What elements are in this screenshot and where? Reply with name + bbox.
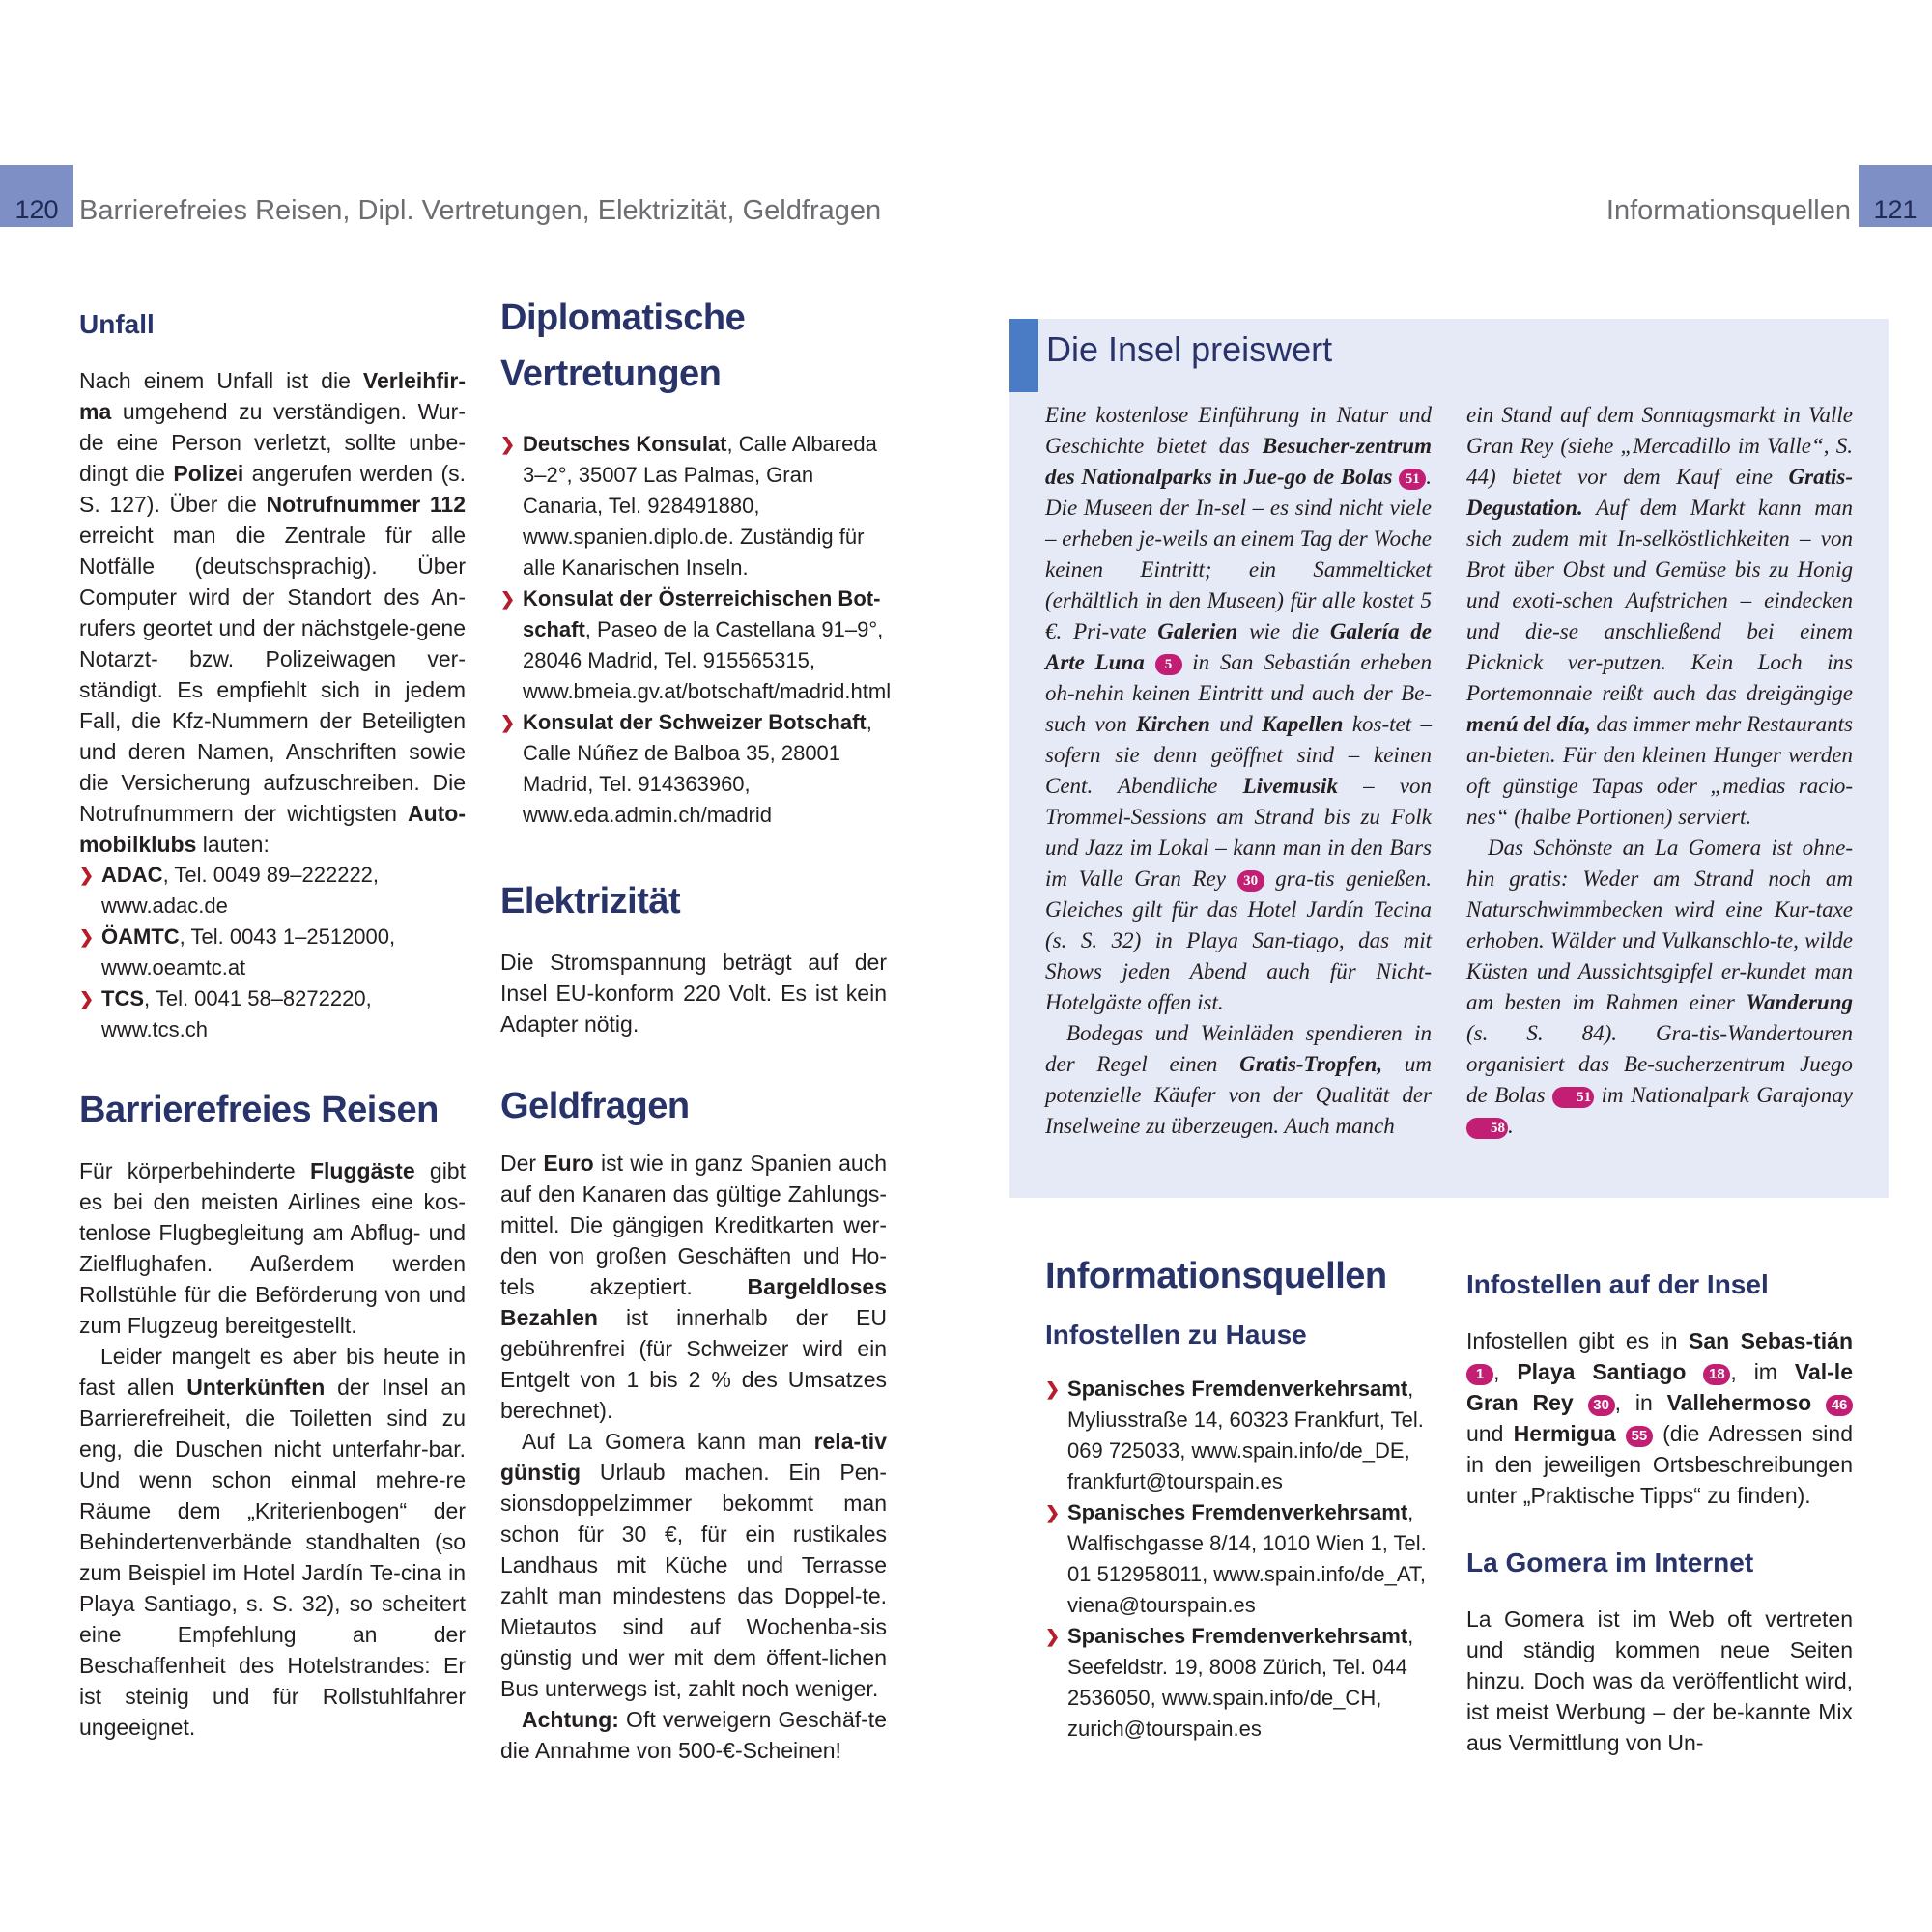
heading-la-gomera-im-internet: La Gomera im Internet [1466, 1548, 1754, 1577]
running-header-right: Informationsquellen [1605, 195, 1851, 226]
map-number-badge: 30 [1588, 1395, 1615, 1416]
heading-unfall: Unfall [79, 309, 155, 339]
infostellen-insel-paragraph: Infostellen gibt es in San Sebas-tián 1 , Playa Santiago 18 , im Val-le Gran Rey 30 , in Vallehermoso 46 und Hermigua 55 (die Adressen sind in den jeweiligen Ortsbeschreibungen unter „Praktische Tipps“ zu finden). [1466, 1328, 1854, 1508]
page-number-left: 120 [0, 165, 73, 227]
heading-diplomatische-vertretungen: Diplomatische Vertretungen [500, 298, 746, 394]
barriere-paragraph-1: Für körperbehinderte Fluggäste gibt es bei den meisten Airlines eine kos-tenlose Flugbegleitung am Abflug- und Zielflughafen. Außerdem werden Rollstühle für die Beförderung von und zum Flugzeug bereitgestellt. [79, 1158, 466, 1338]
heading-infostellen-zu-hause: Infostellen zu Hause [1045, 1320, 1307, 1350]
info-box-paragraph: Eine kostenlose Einführung in Natur und Geschichte bietet das Besucher-zentrum des Nationalparks in Jue-go de Bolas 51 . Die Museen der In-sel – es sind nicht viele – erheben je-weils an einem Tag der Woche keinen Eintritt; ein Sammelticket (erhältlich in den Museen) für alle kostet 5 €. Pri-vate Galerien wie die Galería de Arte Luna 5 in San Sebastián erheben oh-nehin keinen Eintritt und auch der Be-such von Kirchen und Kapellen kos-tet – sofern sie denn geöffnet sind – keinen Cent. Abendliche Livemusik – von Trommel-Sessions am Strand bis zu Folk und Jazz im Lokal – kann man in den Bars im Valle Gran Rey 30 gra-tis genießen. Gleiches gilt für das Hotel Jardín Tecina (s. S. 32) in Playa San-tiago, das mit Shows jeden Abend auch für Nicht-Hotelgäste offen ist. [1045, 403, 1433, 1014]
info-box-title: Die Insel preiswert [1046, 329, 1333, 369]
geld-paragraph-3: Achtung: Oft verweigern Geschäf-te die Annahme von 500-€-Scheinen! [500, 1707, 887, 1763]
consulate-list [500, 429, 892, 831]
internet-paragraph: La Gomera ist im Web oft vertreten und ständig kommen neue Seiten hinzu. Doch was da veröffentlicht wird, ist meist Werbung – der be-kannte Mix aus Vermittlung von Un- [1466, 1606, 1853, 1755]
column-4 [1466, 1267, 1853, 1758]
list-item: ❯ ADAC, Tel. 0049 89–222222, www.adac.de [79, 860, 466, 922]
heading-infostellen-auf-der-insel: Infostellen auf der Insel [1466, 1269, 1769, 1299]
map-number-badge: 18 [1703, 1364, 1730, 1385]
running-header-left: Barrierefreies Reisen, Dipl. Vertretungen, Elektrizität, Geldfragen [79, 195, 882, 226]
heading-barrierefreies-reisen: Barrierefreies Reisen [79, 1090, 439, 1130]
column-2 [500, 290, 892, 1766]
column-1 [79, 307, 466, 1743]
map-number-badge: 46 [1826, 1395, 1853, 1416]
info-box-paragraph: Bodegas und Weinläden spendieren in der Regel einen Gratis-Tropfen, um potenzielle Käufer von der Qualität der Inselweine zu überzeugen. Auch manch [1045, 1021, 1432, 1138]
map-number-badge: 55 [1626, 1426, 1653, 1447]
list-item: ❯ Konsulat der Schweizer Botschaft, Calle Núñez de Balboa 35, 28001 Madrid, Tel. 914363960, www.eda.admin.ch/madrid [500, 707, 887, 831]
map-number-badge: 30 [1237, 870, 1264, 892]
list-item: ❯ Deutsches Konsulat, Calle Albareda 3–2°, 35007 Las Palmas, Gran Canaria, Tel. 928491880, www.spanien.diplo.de. Zuständig für alle Kanarischen Inseln. [500, 429, 887, 583]
elektro-paragraph: Die Stromspannung beträgt auf der Insel EU-konform 220 Volt. Es ist kein Adapter nötig. [500, 950, 887, 1037]
barriere-paragraph-2: Leider mangelt es aber bis heute in fast allen Unterkünften der Insel an Barrierefreiheit, die Toiletten sind zu eng, die Duschen nicht unterfahr-bar. Und wenn schon einmal mehre-re Räume dem „Kriterienbogen“ der Behindertenverbände standhalten (so zum Beispiel im Hotel Jardín Te-cina in Playa Santiago, s. S. 32), so scheitert eine Empfehlung an der Beschaffenheit des Hotelstrandes: Er ist steinig und für Rollstuhlfahrer ungeeignet. [79, 1344, 466, 1740]
map-number-badge: 5 [1155, 654, 1182, 675]
automobile-club-list [79, 860, 466, 1045]
map-number-badge: 58 [1466, 1118, 1508, 1139]
list-item: ❯ TCS, Tel. 0041 58–8272220, www.tcs.ch [79, 983, 466, 1045]
info-box-paragraph: ein Stand auf dem Sonntagsmarkt in Valle Gran Rey (siehe „Mercadillo im Valle“, S. 44) bietet vor dem Kauf eine Gratis-Degustation. Auf dem Markt kann man sich zudem mit In-selköstlichkeiten – von Brot über Obst und Gemüse bis zu Honig und exoti-schen Aufstrichen – eindecken und die-se anschließend bei einem Picknick ver-putzen. Kein Loch ins Portemonnaie reißt auch das dreigängige menú del día, das immer mehr Restaurants an-bieten. Für den kleinen Hunger werden oft günstige Tapas oder „medias racio-nes“ (halbe Portionen) serviert. [1466, 403, 1853, 829]
list-item: ❯ Spanisches Fremdenverkehrsamt, Myliusstraße 14, 60323 Frankfurt, Tel. 069 725033, www.spain.info/de_DE, frankfurt@tourspain.es [1045, 1374, 1432, 1497]
geld-paragraph-1: Der Euro ist wie in ganz Spanien auch auf den Kanaren das gültige Zahlungs-mittel. Die gängigen Kreditkarten wer-den von großen Geschäften und Ho-tels akzeptiert. Bargeldloses Bezahlen ist innerhalb der EU gebührenfrei (für Schweizer wird ein Entgelt von 1 bis 2 % des Umsatzes berechnet). [500, 1151, 887, 1423]
geld-paragraph-2: Auf La Gomera kann man rela-tiv günstig Urlaub machen. Ein Pen-sionsdoppelzimmer bekommt man schon für 30 €, für ein rustikales Landhaus mit Küche und Terrasse zahlt man mindestens das Doppel-te. Mietautos sind auf Wochenba-sis günstig und wer mit dem öffent-lichen Bus unterwegs ist, zahlt noch weniger. [500, 1429, 887, 1701]
heading-informationsquellen: Informationsquellen [1045, 1256, 1387, 1296]
heading-elektrizitaet: Elektrizität [500, 881, 681, 922]
info-box-column-1 [1045, 400, 1432, 1142]
tourist-office-list [1045, 1374, 1432, 1745]
info-box-column-2 [1466, 400, 1853, 1142]
list-item: ❯ Spanisches Fremdenverkehrsamt, Seefeldstr. 19, 8008 Zürich, Tel. 044 2536050, www.spain.info/de_CH, zurich@tourspain.es [1045, 1621, 1432, 1745]
map-number-badge: 51 [1552, 1087, 1594, 1108]
column-3 [1045, 1248, 1432, 1745]
list-item: ❯ Spanisches Fremdenverkehrsamt, Walfischgasse 8/14, 1010 Wien 1, Tel. 01 512958011, www.spain.info/de_AT, viena@tourspain.es [1045, 1497, 1432, 1621]
unfall-paragraph: Nach einem Unfall ist die Verleihfir-ma umgehend zu verständigen. Wur-de eine Person verletzt, sollte unbe-dingt die Polizei angerufen werden (s. S. 127). Über die Notrufnummer 112 erreicht man die Zentrale für alle Notfälle (deutschsprachig). Über Computer wird der Standort des An-rufers geortet und der nächstgele-gene Notarzt- bzw. Polizeiwagen ver-ständigt. Es empfiehlt sich in jedem Fall, die Kfz-Nummern der Beteiligten und deren Namen, Anschriften sowie die Versicherung aufzuschreiben. Die Notrufnummern der wichtigsten Auto-mobilklubs lauten: [79, 368, 467, 857]
page-number-right: 121 [1859, 165, 1932, 227]
list-item: ❯ ÖAMTC, Tel. 0043 1–2512000, www.oeamtc.at [79, 922, 466, 983]
map-number-badge: 1 [1466, 1364, 1493, 1385]
list-item: ❯ Konsulat der Österreichischen Bot-schaft, Paseo de la Castellana 91–9°, 28046 Madrid, Tel. 915565315, www.bmeia.gv.at/botschaft/madrid.html [500, 583, 887, 707]
info-box-accent-bar [1009, 319, 1038, 392]
info-box-paragraph: Das Schönste an La Gomera ist ohne-hin gratis: Weder am Strand noch am Naturschwimmbecken wird eine Kur-taxe erhoben. Wälder und Vulkanschlo-te, wilde Küsten und Aussichtsgipfel er-kundet man am besten im Rahmen einer Wanderung (s. S. 84). Gra-tis-Wandertouren organisiert das Be-sucherzentrum Juego de Bolas 51 im Nationalpark Garajonay 58 . [1466, 836, 1853, 1138]
map-number-badge: 51 [1399, 469, 1426, 490]
heading-geldfragen: Geldfragen [500, 1086, 690, 1126]
